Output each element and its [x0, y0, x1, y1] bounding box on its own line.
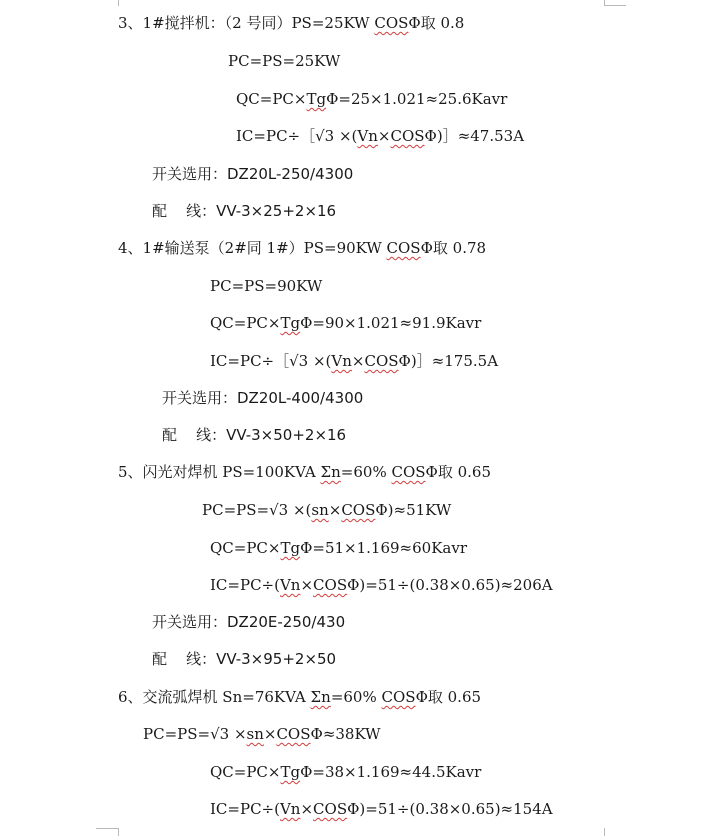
cos-term: COS	[386, 239, 421, 257]
section-6-heading: 6、交流弧焊机 Sn=76KVA Σn=60% COSΦ取 0.65	[118, 688, 482, 706]
sigma-term: Σn	[310, 688, 331, 706]
tg-term: Tg	[280, 539, 301, 557]
vn-term: Vn	[279, 800, 301, 818]
section-4-switch: 开关选用：DZ20L-400/4300	[162, 389, 364, 407]
tg-term: Tg	[280, 763, 301, 781]
section-6-qc: QC=PC×TgΦ=38×1.169≈44.5Kavr	[210, 763, 482, 781]
sigma-term: Σn	[320, 463, 341, 481]
tg-term: Tg	[306, 90, 327, 108]
section-4-ic: IC=PC÷［√3 ×(Vn×COSΦ)］≈175.5A	[210, 352, 499, 370]
cos-term: COS	[381, 688, 416, 706]
section-5-heading: 5、闪光对焊机 PS=100KVA Σn=60% COSΦ取 0.65	[118, 463, 492, 481]
cos-term: COS	[276, 725, 311, 743]
vn-term: Vn	[331, 352, 352, 370]
section-5-qc: QC=PC×TgΦ=51×1.169≈60Kavr	[210, 539, 468, 557]
crop-mark-top-right-h	[604, 5, 626, 6]
section-3-heading: 3、1#搅拌机：（2 号同）PS=25KW COSΦ取 0.8	[118, 14, 465, 32]
section-4-heading: 4、1#输送泵（2#同 1#）PS=90KW COSΦ取 0.78	[118, 239, 487, 257]
section-3-switch: 开关选用：DZ20L-250/4300	[152, 165, 354, 183]
cos-term: COS	[313, 800, 348, 818]
vn-term: Vn	[279, 576, 301, 594]
section-5-switch: 开关选用：DZ20E-250/430	[152, 613, 346, 631]
section-5-wire: 配 线：VV-3×95+2×50	[152, 650, 337, 668]
cos-term: COS	[364, 352, 399, 370]
cos-term: COS	[391, 463, 426, 481]
cos-term: COS	[390, 127, 425, 145]
section-5-pc: PC=PS=√3 ×(sn×COSΦ)≈51KW	[202, 501, 452, 519]
section-3-pc: PC=PS=25KW	[228, 52, 341, 70]
tg-term: Tg	[280, 314, 301, 332]
section-5-ic: IC=PC÷(Vn×COSΦ)=51÷(0.38×0.65)≈206A	[210, 576, 553, 594]
section-6-pc: PC=PS=√3 ×sn×COSΦ≈38KW	[143, 725, 381, 743]
section-3-qc: QC=PC×TgΦ=25×1.021≈25.6Kavr	[236, 90, 508, 108]
sn-term: sn	[246, 725, 264, 743]
section-4-pc: PC=PS=90KW	[210, 277, 323, 295]
crop-mark-bottom-left-v	[118, 828, 119, 836]
crop-mark-bottom-left-h	[96, 828, 118, 829]
cos-term: COS	[374, 14, 409, 32]
section-6-ic: IC=PC÷(Vn×COSΦ)=51÷(0.38×0.65)≈154A	[210, 800, 553, 818]
section-3-wire: 配 线：VV-3×25+2×16	[152, 202, 337, 220]
section-4-wire: 配 线：VV-3×50+2×16	[162, 426, 347, 444]
cos-term: COS	[341, 501, 376, 519]
sn-term: sn	[311, 501, 329, 519]
crop-mark-bottom-right-v	[604, 828, 605, 836]
crop-mark-top-left-v	[118, 0, 119, 6]
section-3-ic: IC=PC÷［√3 ×(Vn×COSΦ)］≈47.53A	[236, 127, 525, 145]
vn-term: Vn	[357, 127, 378, 145]
cos-term: COS	[313, 576, 348, 594]
section-4-qc: QC=PC×TgΦ=90×1.021≈91.9Kavr	[210, 314, 482, 332]
